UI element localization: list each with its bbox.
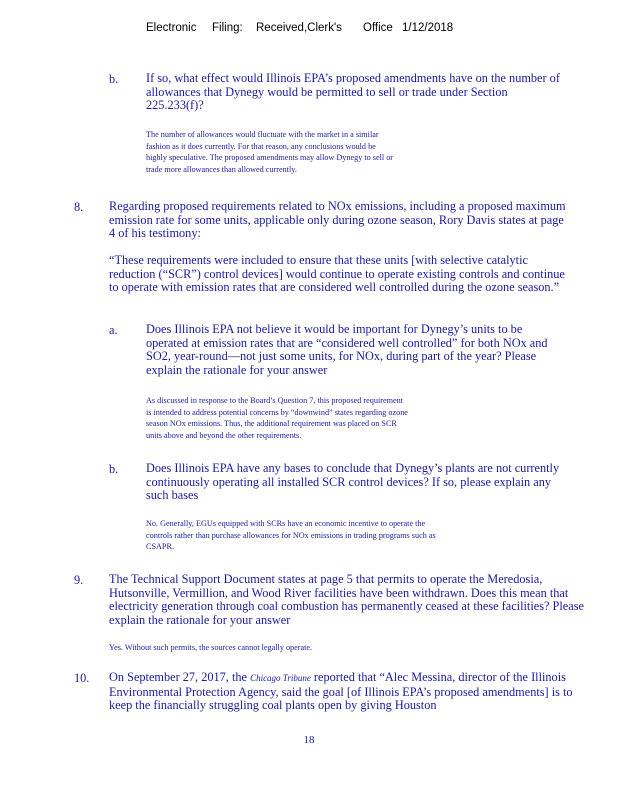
header-received: Received,Clerk's xyxy=(256,22,342,34)
question-text: Does Illinois EPA not believe it would be important for Dynegy’s units to be operated at emission rates that are “considered well controlled” for both NOx and SO2, year-round—not just some units, for NOx, during part of the year? Please explain the rationale for your answer xyxy=(146,322,548,377)
question-text: Regarding proposed requirements related to NOx emissions, including a proposed maximum emission rate for some units, applicable only during ozone season, Rory Davis states at page 4 of his testimony: xyxy=(109,199,566,241)
question-text xyxy=(109,671,585,713)
item-label: 9. xyxy=(74,573,84,587)
item-label: a. xyxy=(109,323,118,337)
item-label: b. xyxy=(109,462,119,476)
question-text: The Technical Support Document states at page 5 that permits to operate the Meredosia, Hutsonville, Vermillion, and Wood River facilities have been withdrawn. Does this mean that electricity generation through coal combustion has permanently ceased at these facilities? Please explain the rationale for your answer xyxy=(109,572,584,627)
question-text: Does Illinois EPA have any bases to conclude that Dynegy’s plants are not currently continuously operating all installed SCR control devices? If so, please explain any such bases xyxy=(146,461,560,503)
testimony-quote: “These requirements were included to ensure that these units [with selective catalytic reduction (“SCR”) control devices] would continue to operate existing controls and continue to operate with emission rates that are considered well controlled during the ozone season.” xyxy=(109,253,565,295)
header-electronic: Electronic xyxy=(146,22,197,34)
header-office: Office xyxy=(363,22,393,34)
answer-text: As discussed in response to the Board’s Question 7, this proposed requirement is intended to address potential concerns by “downwind” states regarding ozone season NOx emissions. Thus, the additional requirement was placed on SCR units above and beyond the other requirements. xyxy=(146,396,408,440)
answer-text: Yes. Without such permits, the sources cannot legally operate. xyxy=(109,643,313,652)
answer-text: No. Generally, EGUs equipped with SCRs have an economic incentive to operate the controls rather than purchase allowances for NOx emissions in trading programs such as CSAPR. xyxy=(146,519,436,552)
publication-name: Chicago Tribune xyxy=(250,673,311,683)
item-label: 10. xyxy=(74,671,90,685)
question-text-end: reported that “Alec Messina, director of the Illinois Environmental Protection Agency, said the goal [of Illinois EPA’s proposed amendments] is to keep the financially struggling coal plants open by giving Houston xyxy=(109,670,573,713)
header-date: 1/12/2018 xyxy=(402,22,454,34)
page-number: 18 xyxy=(303,734,315,746)
item-label: 8. xyxy=(74,200,84,214)
question-text-start: On September 27, 2017, the xyxy=(109,670,247,684)
answer-text: The number of allowances would fluctuate with the market in a similar fashion as it does currently. For that reason, any conclusions would be highly speculative. The proposed amendments may allow Dynegy to sell or trade more allowances than allowed currently. xyxy=(146,130,394,174)
header-filing: Filing: xyxy=(212,22,243,34)
item-label: b. xyxy=(109,72,119,86)
question-text: If so, what effect would Illinois EPA’s proposed amendments have on the number of allowances that Dynegy would be permitted to sell or trade under Section 225.233(f)? xyxy=(146,71,560,113)
